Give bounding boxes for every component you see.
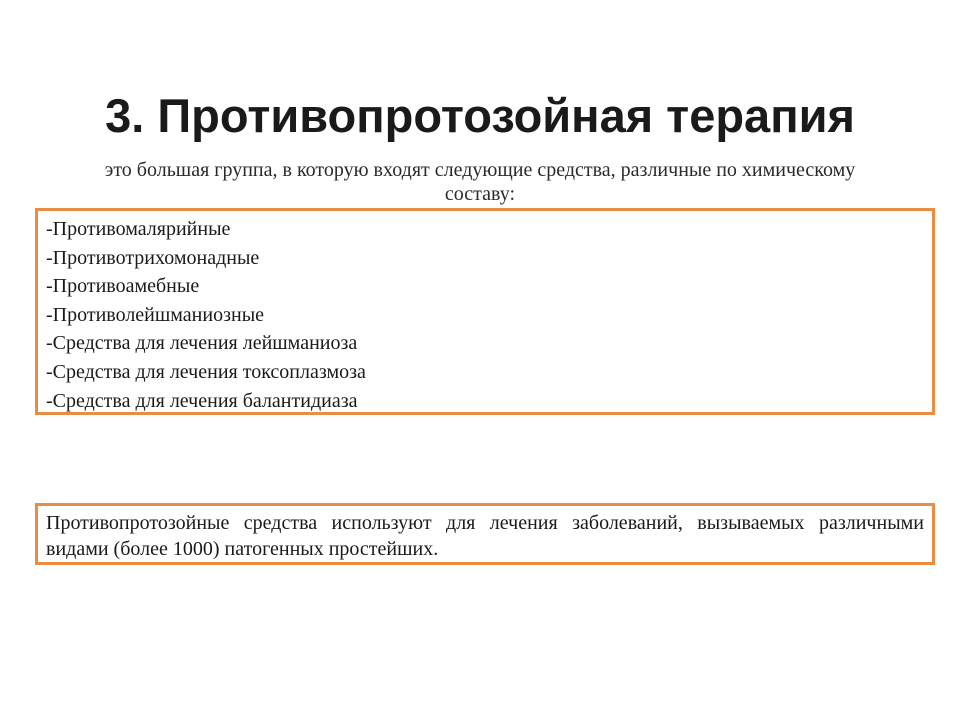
slide-subtitle: это большая группа, в которую входят следующие средства, различные по химическому составу: xyxy=(104,159,856,205)
list-item: -Противотрихомонадные xyxy=(46,246,260,269)
list-item: -Средства для лечения балантидиаза xyxy=(46,389,358,412)
list-item: -Противоамебные xyxy=(46,275,200,298)
description-box xyxy=(35,503,935,565)
list-item: -Средства для лечения токсоплазмоза xyxy=(46,360,366,383)
list-item: -Противолейшманиозные xyxy=(46,303,265,326)
list-item: -Средства для лечения лейшманиоза xyxy=(46,332,358,355)
description-text: Противопротозойные средства используют для лечения заболеваний, вызываемых различными видами (более 1000) патогенных простейших. xyxy=(46,512,924,560)
drug-groups-box xyxy=(35,208,935,415)
list-item: -Противомалярийные xyxy=(46,218,231,240)
slide-title: 3. Противопротозойная терапия xyxy=(105,89,855,142)
